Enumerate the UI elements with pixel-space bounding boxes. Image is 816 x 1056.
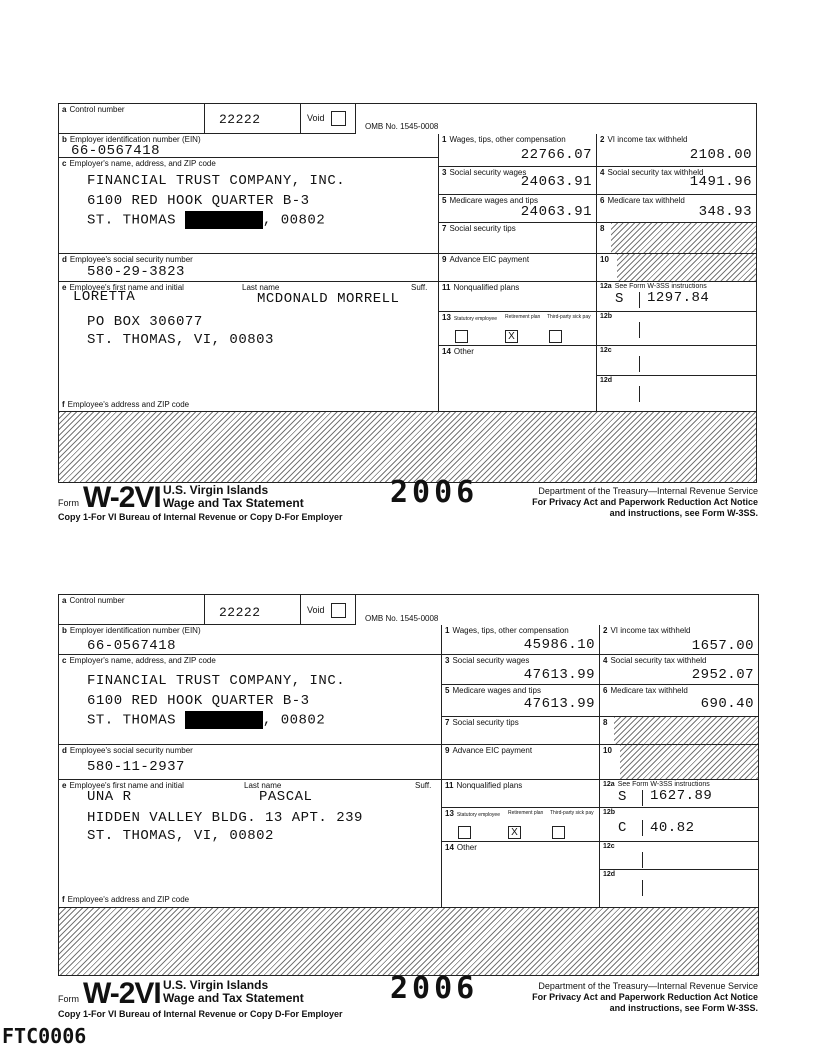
ssn-cell: d Employee's social security number 580-11-2937 xyxy=(59,745,442,780)
hatched-area xyxy=(614,717,758,744)
form-title: W-2VI xyxy=(83,977,161,1010)
void-cell: Void xyxy=(301,595,356,625)
employee-address-1: HIDDEN VALLEY BLDG. 13 APT. 239 xyxy=(87,810,363,826)
ein-value: 66-0567418 xyxy=(87,638,177,654)
employer-cell: c Employer's name, address, and ZIP code FINANCIAL TRUST COMPANY, INC. 6100 RED HOOK QUARTER B-3 ST. THOMAS , 00802 xyxy=(59,158,439,254)
box3-value: 24063.91 xyxy=(520,174,592,190)
form-title: W-2VI xyxy=(83,481,161,514)
box6-cell: 6 Medicare tax withheld 348.93 xyxy=(597,195,756,223)
employee-last-name: PASCAL xyxy=(259,789,313,805)
box4-cell: 4 Social security tax withheld 2952.07 xyxy=(600,655,758,685)
box12d-cell: 12d xyxy=(600,870,758,908)
w2-form-1 xyxy=(58,103,757,483)
bottom-hatched-band xyxy=(59,412,756,482)
employer-cell: c Employer's name, address, and ZIP code FINANCIAL TRUST COMPANY, INC. 6100 RED HOOK QUARTER B-3 ST. THOMAS , 00802 xyxy=(59,655,442,745)
box2-value: 1657.00 xyxy=(691,638,754,654)
box4-cell: 4 Social security tax withheld 1491.96 xyxy=(597,167,756,195)
control-number-cell: a Control number xyxy=(59,595,205,625)
box11-cell: 11 Nonqualified plans xyxy=(442,780,600,808)
box8-cell: 8 xyxy=(597,223,756,254)
employee-address-2: ST. THOMAS, VI, 00803 xyxy=(87,332,274,348)
control-number: 22222 xyxy=(219,605,261,620)
box12c-cell: 12c xyxy=(600,842,758,870)
void-cell: Void xyxy=(301,104,356,134)
box6-value: 690.40 xyxy=(700,696,754,712)
box12b-cell: 12b C 40.82 xyxy=(600,808,758,842)
box12b-amount: 40.82 xyxy=(650,820,695,836)
statutory-checkbox[interactable] xyxy=(455,330,468,343)
employer-street: 6100 RED HOOK QUARTER B-3 xyxy=(87,193,310,209)
box8-cell: 8 xyxy=(600,717,758,745)
thirdparty-checkbox[interactable] xyxy=(552,826,565,839)
box5-value: 24063.91 xyxy=(520,204,592,220)
box14-cell: 14 Other xyxy=(439,346,597,412)
employee-address-2: ST. THOMAS, VI, 00802 xyxy=(87,828,274,844)
ssn-value: 580-11-2937 xyxy=(87,759,185,775)
box6-cell: 6 Medicare tax withheld 690.40 xyxy=(600,685,758,717)
box13-cell: 13 Statutory employee Retirement plan Third-party sick pay X xyxy=(439,312,597,346)
box2-cell: 2 VI income tax withheld 2108.00 xyxy=(597,134,756,167)
ein-value: 66-0567418 xyxy=(71,143,161,158)
thirdparty-checkbox[interactable] xyxy=(549,330,562,343)
employee-cell: e Employee's first name and initial Last name Suff. LORETTA MCDONALD MORRELL PO BOX 306077 ST. THOMAS, VI, 00803 f Employee's address and ZIP code xyxy=(59,282,439,412)
w2-form-2 xyxy=(58,594,759,976)
box12b-cell: 12b xyxy=(597,312,756,346)
void-checkbox[interactable] xyxy=(331,603,346,618)
box5-value: 47613.99 xyxy=(523,696,595,712)
void-checkbox[interactable] xyxy=(331,111,346,126)
box1-cell: 1 Wages, tips, other compensation 22766.07 xyxy=(439,134,597,167)
retirement-checkbox[interactable]: X xyxy=(508,826,521,839)
ssn-cell: d Employee's social security number 580-29-3823 xyxy=(59,254,439,282)
tax-year: 2006 xyxy=(390,971,479,1006)
box5-cell: 5 Medicare wages and tips 47613.99 xyxy=(442,685,600,717)
control-number-cell: a Control number xyxy=(59,104,205,134)
box10-cell: 10 xyxy=(597,254,756,282)
box11-cell: 11 Nonqualified plans xyxy=(439,282,597,312)
box9-cell: 9 Advance EIC payment xyxy=(442,745,600,780)
box1-value: 45986.10 xyxy=(523,637,595,653)
omb-number: OMB No. 1545-0008 xyxy=(365,614,439,623)
box12a-amount: 1627.89 xyxy=(650,788,713,804)
box12a-cell: 12a See Form W-3SS instructions S 1297.84 xyxy=(597,282,756,312)
employee-cell: e Employee's first name and initial Last name Suff. UNA R PASCAL HIDDEN VALLEY BLDG. 13 APT. 239 ST. THOMAS, VI, 00802 f Employee's address and ZIP code xyxy=(59,780,442,908)
statutory-checkbox[interactable] xyxy=(458,826,471,839)
box4-value: 1491.96 xyxy=(689,174,752,190)
control-number-value-cell xyxy=(205,104,301,134)
box12d-cell: 12d xyxy=(597,376,756,412)
control-number-value-cell xyxy=(205,595,301,625)
box4-value: 2952.07 xyxy=(691,667,754,683)
employer-city-line: ST. THOMAS , 00802 xyxy=(87,212,326,229)
box3-value: 47613.99 xyxy=(523,667,595,683)
box2-value: 2108.00 xyxy=(689,147,752,163)
employer-street: 6100 RED HOOK QUARTER B-3 xyxy=(87,693,310,709)
box12b-code: C xyxy=(618,820,627,836)
employer-city-line: ST. THOMAS , 00802 xyxy=(87,712,326,729)
employer-name: FINANCIAL TRUST COMPANY, INC. xyxy=(87,673,346,689)
ssn-value: 580-29-3823 xyxy=(87,264,185,280)
box7-cell: 7 Social security tips xyxy=(439,223,597,254)
box12a-amount: 1297.84 xyxy=(647,290,710,306)
box2-cell: 2 VI income tax withheld 1657.00 xyxy=(600,625,758,655)
omb-number: OMB No. 1545-0008 xyxy=(365,122,439,131)
employee-first-name: LORETTA xyxy=(73,289,136,305)
box10-cell: 10 xyxy=(600,745,758,780)
hatched-area xyxy=(617,254,756,281)
redaction-block xyxy=(185,711,263,729)
ein-cell: b Employer identification number (EIN) 66-0567418 xyxy=(59,134,439,158)
tax-year: 2006 xyxy=(390,475,479,510)
box3-cell: 3 Social security wages 24063.91 xyxy=(439,167,597,195)
control-number: 22222 xyxy=(219,112,261,127)
form-footer-1: Form W-2VI U.S. Virgin Islands Wage and Tax Statement 2006 Department of the Treasury—Internal Revenue Service For Privacy Act and Paperwork Reduction Act Notice and instructions, see Form W-3SS. Copy 1-For VI Bureau of Internal Revenue or Copy D-For Employer xyxy=(58,475,758,522)
retirement-checkbox[interactable]: X xyxy=(505,330,518,343)
employer-name: FINANCIAL TRUST COMPANY, INC. xyxy=(87,173,346,189)
bates-stamp: FTC0006 xyxy=(2,1024,87,1048)
employee-first-name: UNA R xyxy=(87,789,132,805)
box12a-code: S xyxy=(615,291,624,307)
box12a-code: S xyxy=(618,789,627,805)
ein-cell: b Employer identification number (EIN) 66-0567418 xyxy=(59,625,442,655)
box13-cell: 13 Statutory employee Retirement plan Third-party sick pay X xyxy=(442,808,600,842)
redaction-block xyxy=(185,211,263,229)
form-footer-2: Form W-2VI U.S. Virgin Islands Wage and Tax Statement 2006 Department of the Treasury—Internal Revenue Service For Privacy Act and Paperwork Reduction Act Notice and instructions, see Form W-3SS. Copy 1-For VI Bureau of Internal Revenue or Copy D-For Employer xyxy=(58,971,758,1019)
box14-cell: 14 Other xyxy=(442,842,600,908)
box5-cell: 5 Medicare wages and tips 24063.91 xyxy=(439,195,597,223)
employee-last-name: MCDONALD MORRELL xyxy=(257,291,400,307)
box7-cell: 7 Social security tips xyxy=(442,717,600,745)
box6-value: 348.93 xyxy=(698,204,752,220)
bottom-hatched-band xyxy=(59,908,758,975)
hatched-area xyxy=(611,223,756,253)
box3-cell: 3 Social security wages 47613.99 xyxy=(442,655,600,685)
employee-address-1: PO BOX 306077 xyxy=(87,314,203,330)
box12a-cell: 12a See Form W-3SS instructions S 1627.89 xyxy=(600,780,758,808)
box1-value: 22766.07 xyxy=(520,147,592,163)
box12c-cell: 12c xyxy=(597,346,756,376)
box9-cell: 9 Advance EIC payment xyxy=(439,254,597,282)
hatched-area xyxy=(620,745,758,779)
box1-cell: 1 Wages, tips, other compensation 45986.10 xyxy=(442,625,600,655)
